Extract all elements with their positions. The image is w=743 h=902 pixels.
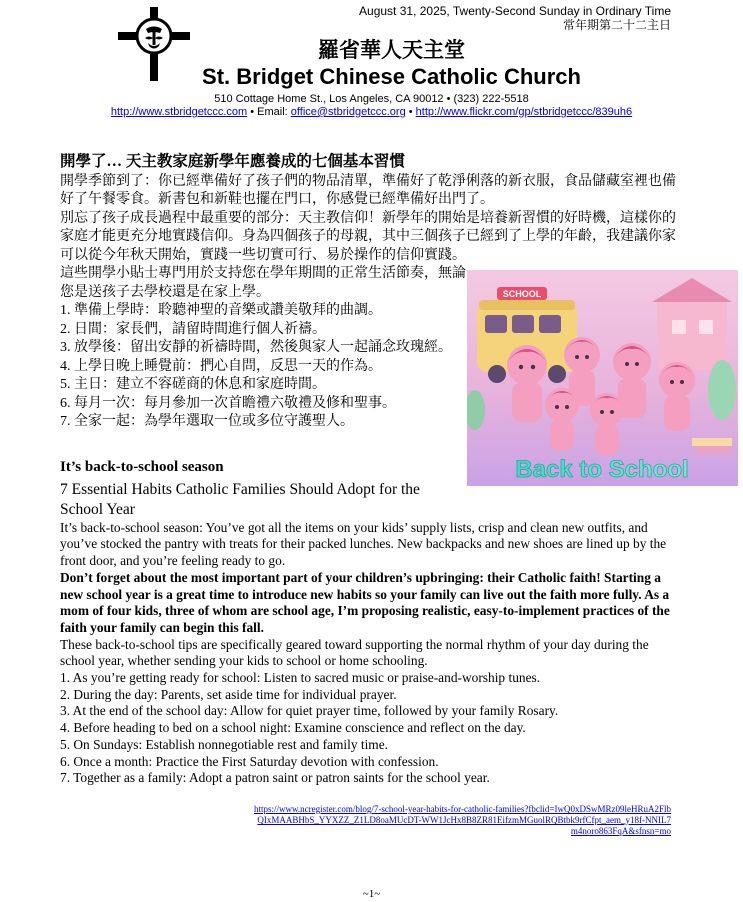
contact-links (0, 106, 743, 118)
chinese-list-item: 7. 全家一起：為學年選取一位或多位守護聖人。 (60, 414, 354, 429)
website-link[interactable]: http://www.stbridgetccc.com (110, 106, 248, 118)
chinese-tips (60, 265, 470, 432)
email-label: • Email: (247, 106, 291, 118)
english-article (60, 459, 672, 787)
page-number: ~1~ (362, 888, 381, 900)
english-list-item: 6. Once a month: Practice the First Saturday devotion with confession. (60, 753, 439, 769)
english-list-item: 5. On Sundays: Establish nonnegotiable rest and family time. (60, 736, 389, 752)
english-list-item: 2. During the day: Parents, set aside time for individual prayer. (60, 686, 397, 702)
chinese-paragraph-1: 開學季節到了：你已經準備好了孩子們的物品清單，準備好了乾淨俐落的新衣服，食品儲藏室裡也備好了午餐零食。新書包和新鞋也擺在門口，你感覺已經準備好出門了。 (60, 173, 676, 207)
chinese-paragraph-3: 這些開學小貼士專門用於支持您在學年期間的正常生活節奏，無論您是送孩子去學校還是在家上學。 (60, 266, 466, 300)
chinese-list-item: 6. 每月一次：每月參加一次首瞻禮六敬禮及修和聖事。 (60, 395, 396, 411)
english-paragraph-2: Don’t forget about the most important part of your children’s upbringing: their Catholic faith! Starting a new school year is a great time to introduce new habits so your family can live out the faith more fully. As a mom of four kids, three of whom are school age, I’m proposing realistic, easy-to-implement practices of the faith your family can begin this fall. (60, 569, 670, 635)
chinese-list-item: 4. 上學日晚上睡覺前：捫心自問，反思一天的作為。 (60, 358, 382, 374)
english-subtitle: 7 Essential Habits Catholic Families Should Adopt for the School Year (60, 480, 420, 518)
english-list-item: 3. At the end of the school day: Allow for quiet prayer time, followed by your family Rosary. (60, 703, 559, 719)
bus-sign-text: SCHOOL (502, 289, 542, 299)
church-name-english: St. Bridget Chinese Catholic Church (202, 64, 581, 89)
source-citation (251, 804, 671, 837)
flickr-link[interactable]: http://www.flickr.com/gp/stbridgetccc/839uh6 (415, 106, 633, 118)
bulletin-date (359, 4, 671, 32)
english-title: It’s back-to-school season (60, 459, 224, 475)
chinese-list-item: 5. 主日：建立不容磋商的休息和家庭時間。 (60, 377, 326, 392)
chinese-list-item: 2. 日間：家長們，請留時間進行個人祈禱。 (60, 321, 326, 337)
english-list-item: 7. Together as a family: Adopt a patron saint or patron saints for the school year. (60, 770, 490, 786)
english-paragraph-1: It’s back-to-school season: You’ve got all the items on your kids’ supply lists, crisp and clean new outfits, and you’ve stocked the pantry with treats for their packed lunches. New backpacks and new shoes are lined up by the front door, and you’re feeling ready to go. (60, 519, 667, 569)
illustration-caption: Back to School (515, 456, 689, 483)
chinese-list-item: 3. 放學後：留出安靜的祈禱時間，然後與家人一起誦念玫瑰經。 (60, 340, 452, 355)
back-to-school-illustration (467, 270, 738, 486)
email-link[interactable]: office@stbridgetccc.org (290, 106, 406, 118)
english-list-item: 1. As you’re getting ready for school: Listen to sacred music or praise-and-worship tunes. (60, 670, 541, 686)
source-link[interactable]: https://www.ncregister.com/blog/7-school-year-habits-for-catholic-families?fbclid=IwQ0xDSwMRz09leHRuA2FlbQIxMAABHbS_YYXZZ_Z1LD8oaMUcDT-WW1JcHx8B8ZR81EifzmMGuolRQBtbk9rfCfpt_aem_y18f-NNIL7m4noro863FqA&sfnsn=mo (253, 804, 671, 836)
chinese-paragraph-2: 別忘了孩子成長過程中最重要的部分：天主教信仰！新學年的開始是培養新習慣的好時機，這樣你的家庭才能更充分地實踐信仰。身為四個孩子的母親，其中三個孩子已經到了上學的年齡，我建議你家可以從今年秋天開始，實踐一些切實可行、易於操作的信仰實踐。 (60, 210, 676, 263)
date-en: August 31, 2025, Twenty-Second Sunday in Ordinary Time (359, 4, 671, 18)
chinese-title: 開學了… 天主教家庭新學年應養成的七個基本習慣 (60, 153, 405, 170)
english-paragraph-3: These back-to-school tips are specifically geared toward supporting the normal rhythm of your day during the school year, whether sending your kids to school or home schooling. (60, 636, 649, 669)
church-address: 510 Cottage Home St., Los Angeles, CA 90012 • (323) 222-5518 (214, 93, 529, 105)
english-list-item: 4. Before heading to bed on a school night: Examine conscience and reflect on the day. (60, 720, 526, 736)
date-cn: 常年期第二十二主日 (562, 18, 671, 32)
link-separator: • (405, 106, 416, 118)
church-name-chinese: 羅省華人天主堂 (318, 38, 465, 62)
chinese-list-item: 1. 準備上學時：聆聽神聖的音樂或讚美敬拜的曲調。 (60, 303, 382, 318)
